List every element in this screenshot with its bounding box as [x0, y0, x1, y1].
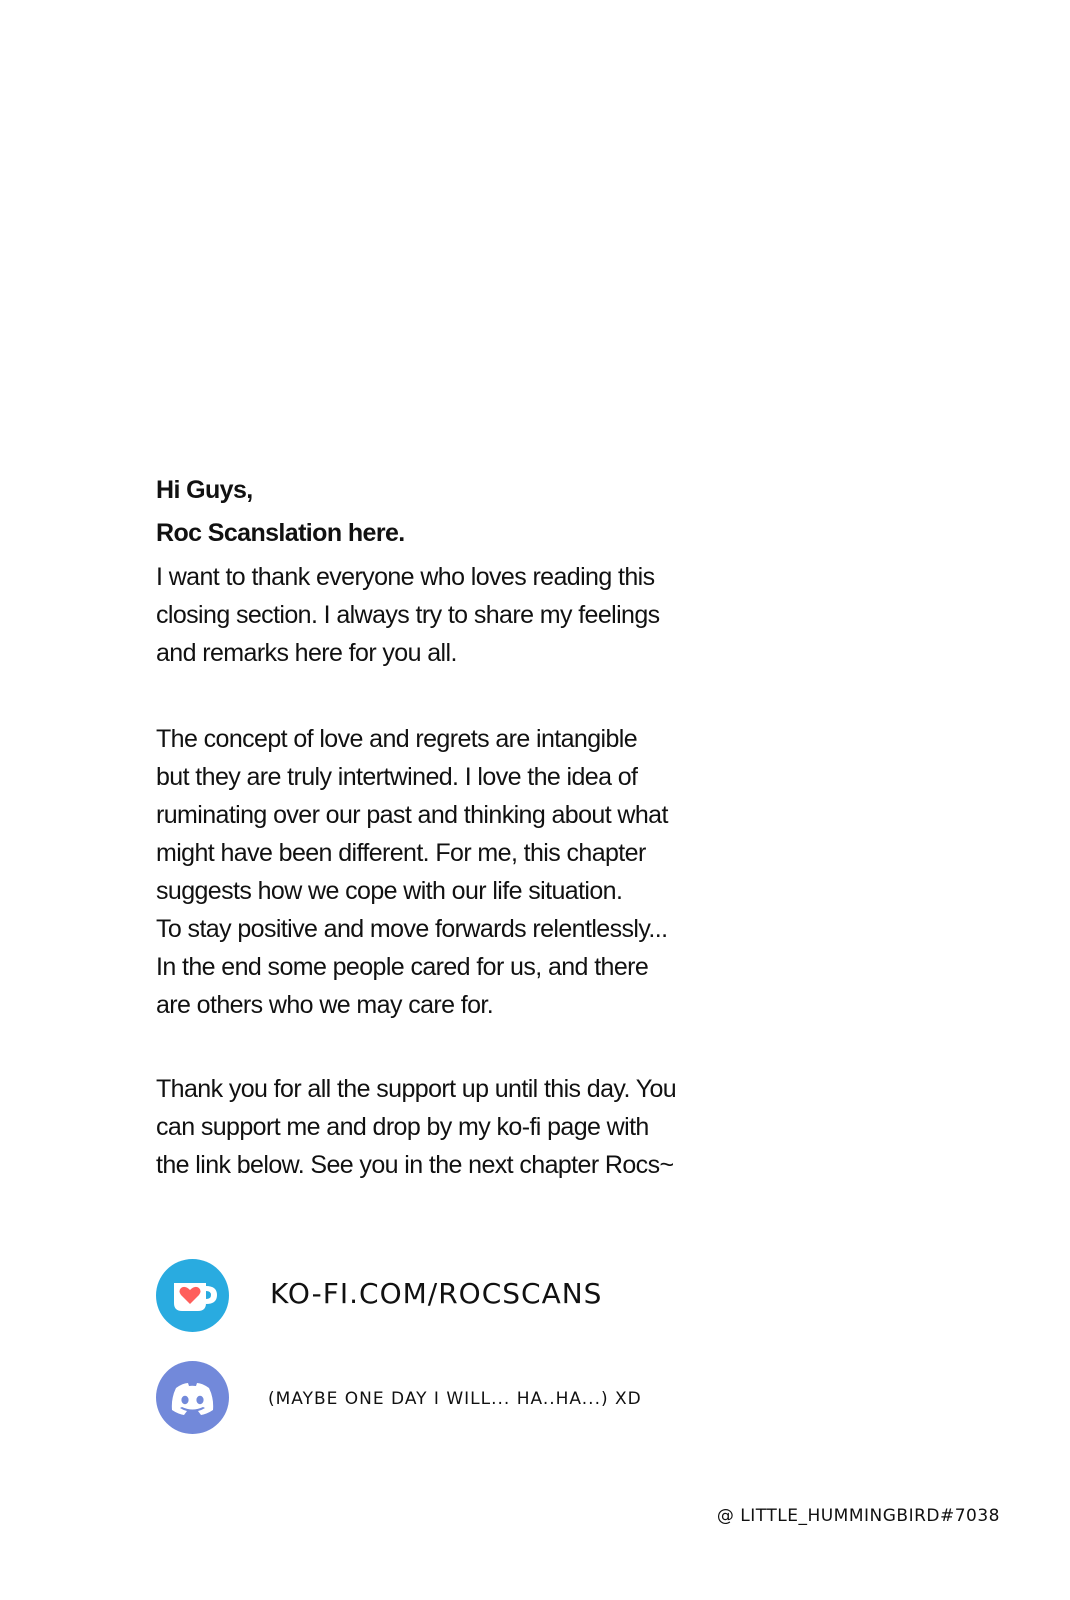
kofi-cup-icon[interactable] [156, 1259, 229, 1332]
paragraph-support: Thank you for all the support up until this day. You can support me and drop by my ko-fi page with the link below. See you in the next chapter Rocs~ [156, 1075, 677, 1179]
discord-note: (MAYBE ONE DAY I WILL... HA..HA...) XD [268, 1389, 642, 1409]
paragraph-concept: The concept of love and regrets are intangible but they are truly intertwined. I love the idea of ruminating over our past and thinking about what might have been different. For me, this chapter suggests how we cope with our life situation. To stay positive and move forwards relentlessly... In the end some people cared for us, and there are others who we may care for. [156, 725, 668, 1019]
greeting-subline: Roc Scanslation here. [156, 519, 405, 547]
greeting-line: Hi Guys, [156, 476, 253, 504]
discord-icon[interactable] [156, 1361, 229, 1434]
paragraph-thanks: I want to thank everyone who loves reading this closing section. I always try to share my feelings and remarks here for you all. [156, 563, 660, 667]
kofi-link[interactable]: KO-FI.COM/ROCSCANS [270, 1277, 603, 1310]
credit-handle: @ LITTLE_HUMMINGBIRD#7038 [716, 1506, 1000, 1526]
